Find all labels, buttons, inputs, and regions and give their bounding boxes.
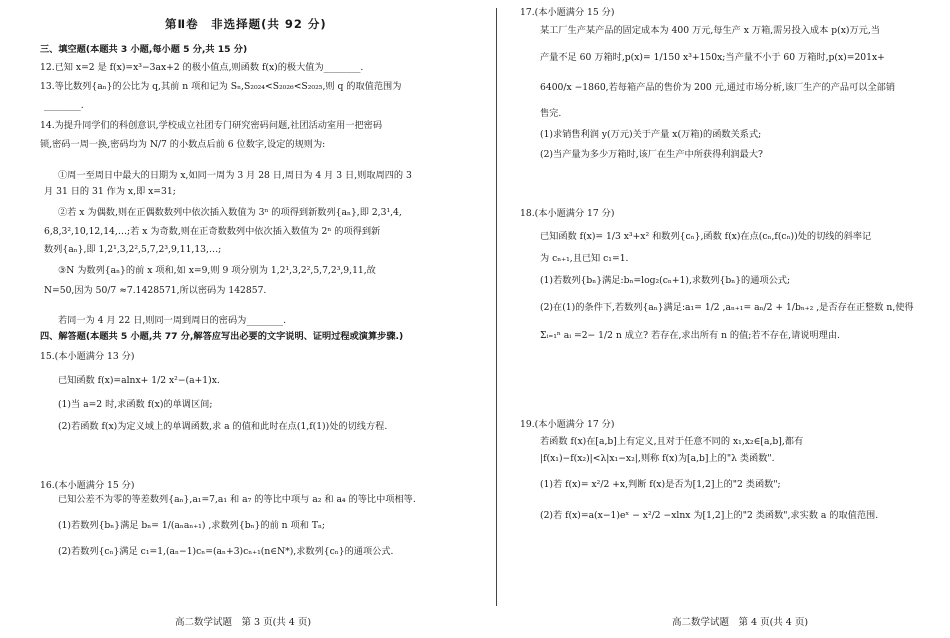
page-4 (476, 0, 950, 638)
text-line: 三、填空题(本题共 3 小题,每小题 5 分,共 15 分) (40, 44, 248, 55)
text-line: 锁,密码一周一换,密码均为 N/7 的小数点后前 6 位数字,设定的规则为: (40, 139, 326, 150)
text-line: N=50,因为 50/7 ≈7.1428571,所以密码为 142857. (44, 285, 267, 296)
text-line: (2)在(1)的条件下,若数列{aₙ}满足:a₁= 1/2 ,aₙ₊₁= aₙ/2 + 1/bₙ₊₂ ,是否存在正整数 n,使得 (540, 302, 914, 313)
text-line: 某工厂生产某产品的固定成本为 400 万元,每生产 x 万箱,需另投入成本 p(x)万元,当 (540, 25, 880, 36)
text-line: (2)若函数 f(x)为定义域上的单调函数,求 a 的值和此时在点(1,f(1))处的切线方程. (58, 421, 388, 432)
text-line: (1)若数列{bₙ}满足:bₙ=log₂(cₙ+1),求数列{bₙ}的通项公式; (540, 275, 791, 286)
text-line: ①周一至周日中最大的日期为 x,如同一周为 3 月 28 日,周日为 4 月 3 日,则取周四的 3 (58, 170, 412, 181)
text-line: (1)当 a=2 时,求函数 f(x)的单调区间; (58, 399, 213, 410)
text-line: 已知函数 f(x)=alnx+ 1/2 x²−(a+1)x. (58, 375, 220, 386)
page-3-footer: 高二数学试题 第 3 页(共 4 页) (175, 617, 312, 628)
text-line: 产量不足 60 万箱时,p(x)= 1/150 x³+150x;当产量不小于 60 万箱时,p(x)=201x+ (540, 52, 885, 63)
text-line: ②若 x 为偶数,则在正偶数数列中依次插入数值为 3ⁿ 的项得到新数列{aₙ},即 2,3¹,4, (58, 207, 402, 218)
text-line: 售完. (540, 108, 562, 119)
text-line: (1)求销售利润 y(万元)关于产量 x(万箱)的函数关系式; (540, 129, 762, 140)
text-line: (2)当产量为多少万箱时,该厂在生产中所获得利润最大? (540, 149, 763, 160)
text-line: Σᵢ₌₁ⁿ aᵢ =2− 1/2 n 成立? 若存在,求出所有 n 的值;若不存在,请说明理由. (540, 330, 840, 341)
text-line: 12.已知 x=2 是 f(x)=x³−3ax+2 的极小值点,则函数 f(x)的极大值为________. (40, 62, 364, 73)
text-line: (2)若数列{cₙ}满足 c₁=1,(aₙ−1)cₙ=(aₙ+3)cₙ₊₁(n∈N*),求数列{cₙ}的通项公式. (58, 546, 394, 557)
text-line: 6,8,3²,10,12,14,…;若 x 为奇数,则在正奇数数列中依次插入数值为 2ⁿ 的项得到新 (44, 226, 381, 237)
text-line: 已知公差不为零的等差数列{aₙ},a₁=7,a₁ 和 a₇ 的等比中项与 a₂ 和 a₄ 的等比中项相等. (58, 494, 416, 505)
text-line: 15.(本小题满分 13 分) (40, 351, 135, 362)
text-line: 16.(本小题满分 15 分) (40, 480, 135, 491)
text-line: 6400/x −1860,若每箱产品的售价为 200 元,通过市场分析,该厂生产的产品可以全部销 (540, 82, 896, 93)
text-line: 数列{aₙ},即 1,2¹,3,2²,5,7,2³,9,11,13,…; (44, 244, 222, 255)
text-line: ③N 为数列{aₙ}的前 x 项和,如 x=9,则 9 项分别为 1,2¹,3,2²,5,7,2³,9,11,故 (58, 265, 376, 276)
text-line: (1)若 f(x)= x²/2 +x,判断 f(x)是否为[1,2]上的"2 类函数"; (540, 479, 781, 490)
text-line: (2)若 f(x)=a(x−1)eˣ − x²/2 −xlnx 为[1,2]上的"2 类函数",求实数 a 的取值范围. (540, 510, 879, 521)
text-line: 四、解答题(本题共 5 小题,共 77 分,解答应写出必要的文字说明、证明过程或演算步骤.) (40, 331, 404, 342)
text-line: 为 cₙ₊₁,且已知 c₁=1. (540, 253, 629, 264)
text-line: |f(x₁)−f(x₂)|<λ|x₁−x₂|,则称 f(x)为[a,b]上的"λ 类函数". (540, 453, 775, 464)
text-line: 若函数 f(x)在[a,b]上有定义,且对于任意不同的 x₁,x₂∈[a,b],都有 (540, 436, 804, 447)
text-line: 17.(本小题满分 15 分) (520, 7, 615, 18)
page-4-footer: 高二数学试题 第 4 页(共 4 页) (672, 617, 809, 628)
text-line: (1)若数列{bₙ}满足 bₙ= 1/(aₙaₙ₊₁) ,求数列{bₙ}的前 n 项和 Tₙ; (58, 520, 326, 531)
text-line: 已知函数 f(x)= 1/3 x³+x² 和数列{cₙ},函数 f(x)在点(cₙ,f(cₙ))处的切线的斜率记 (540, 231, 872, 242)
section-title: 第Ⅱ卷 非选择题(共 92 分) (165, 17, 327, 31)
text-line: 19.(本小题满分 17 分) (520, 419, 615, 430)
text-line: 月 31 日的 31 作为 x,即 x=31; (44, 186, 176, 197)
text-line: 若同一为 4 月 22 日,则同一周到周日的密码为________. (58, 315, 286, 326)
text-line: 13.等比数列{aₙ}的公比为 q,其前 n 项和记为 Sₙ,S₂₀₂₄<S₂₀₂₆<S₂₀₂₅,则 q 的取值范围为 (40, 81, 402, 92)
text-line: 18.(本小题满分 17 分) (520, 208, 615, 219)
text-line: 14.为提升同学们的科创意识,学校成立社团专门研究密码问题,社团活动室用一把密码 (40, 120, 383, 131)
text-line: ________. (44, 100, 84, 111)
